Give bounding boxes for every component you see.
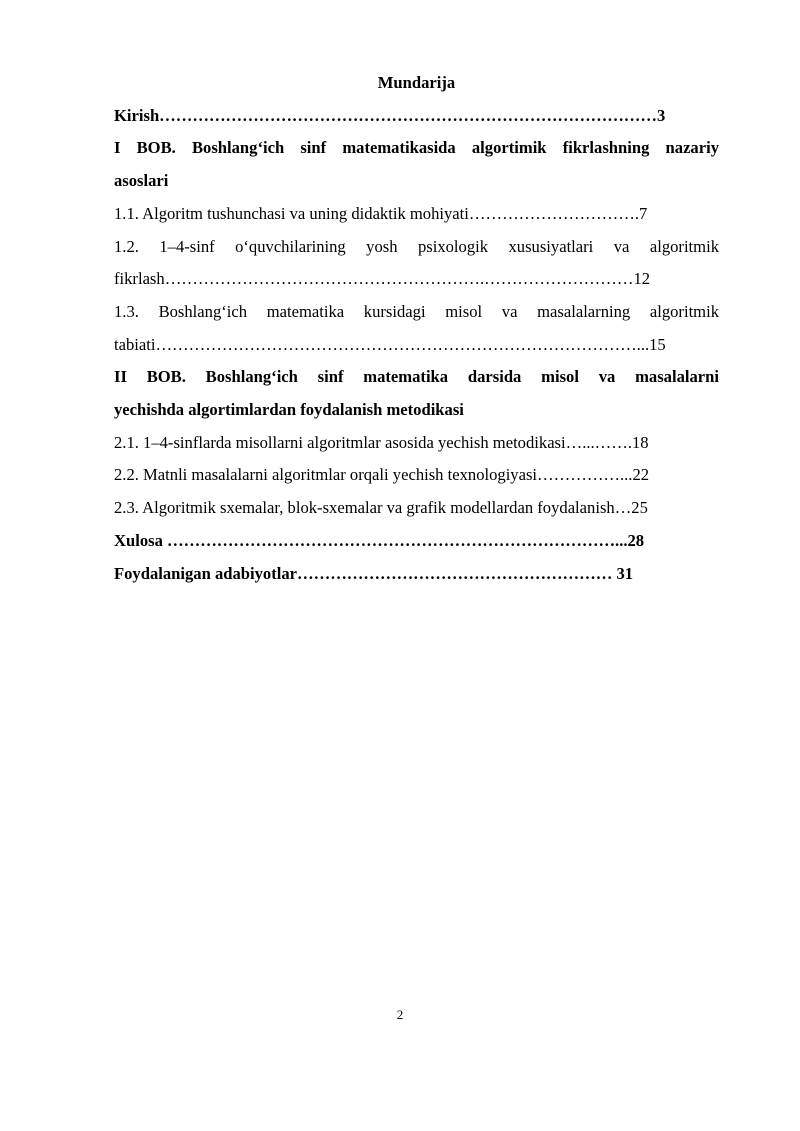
- toc-entry-2-3: 2.3. Algoritmik sxemalar, blok-sxemalar va grafik modellardan foydalanish…25: [114, 498, 648, 518]
- toc-entry-1-1: 1.1. Algoritm tushunchasi va uning didaktik mohiyati………………………….7: [114, 203, 648, 223]
- toc-chapter-2-heading: II BOB. Boshlang‘ich sinf matematika darsida misol va masalalarni: [114, 367, 719, 387]
- toc-title: Mundarija: [377, 73, 456, 92]
- toc-entry-2-1: 2.1. 1–4-sinflarda misollarni algoritmlar asosida yechish metodikasi…...…….18: [114, 432, 649, 452]
- toc-entry-conclusion: Xulosa ………………………………………………………………………...28: [114, 530, 645, 550]
- toc-entry-1-2: 1.2. 1–4-sinf o‘quvchilarining yosh psixologik xususiyatlari va algoritmik: [114, 236, 719, 256]
- page-number: 2: [396, 1007, 404, 1022]
- toc-entry-references: Foydalanigan adabiyotlar………………………………………………… 31: [114, 563, 634, 583]
- toc-entry-1-3-cont: tabiati……………………………………………………………………………...15: [114, 334, 666, 354]
- toc-chapter-2-heading-cont: yechishda algortimlardan foydalanish metodikasi: [114, 400, 464, 420]
- toc-entry-1-3: 1.3. Boshlang‘ich matematika kursidagi misol va masalalarning algoritmik: [114, 301, 719, 321]
- table-of-contents: [114, 67, 719, 590]
- toc-entry-1-2-cont: fikrlash………………………………………………….………………………12: [114, 269, 651, 289]
- toc-chapter-1-heading-cont: asoslari: [114, 171, 169, 191]
- toc-entry-introduction: Kirish………………………………………………………………………………3: [114, 105, 666, 125]
- toc-chapter-1-heading: I BOB. Boshlang‘ich sinf matematikasida algortimik fikrlashning nazariy: [114, 138, 719, 158]
- toc-entry-2-2: 2.2. Matnli masalalarni algoritmlar orqali yechish texnologiyasi……………...22: [114, 465, 650, 485]
